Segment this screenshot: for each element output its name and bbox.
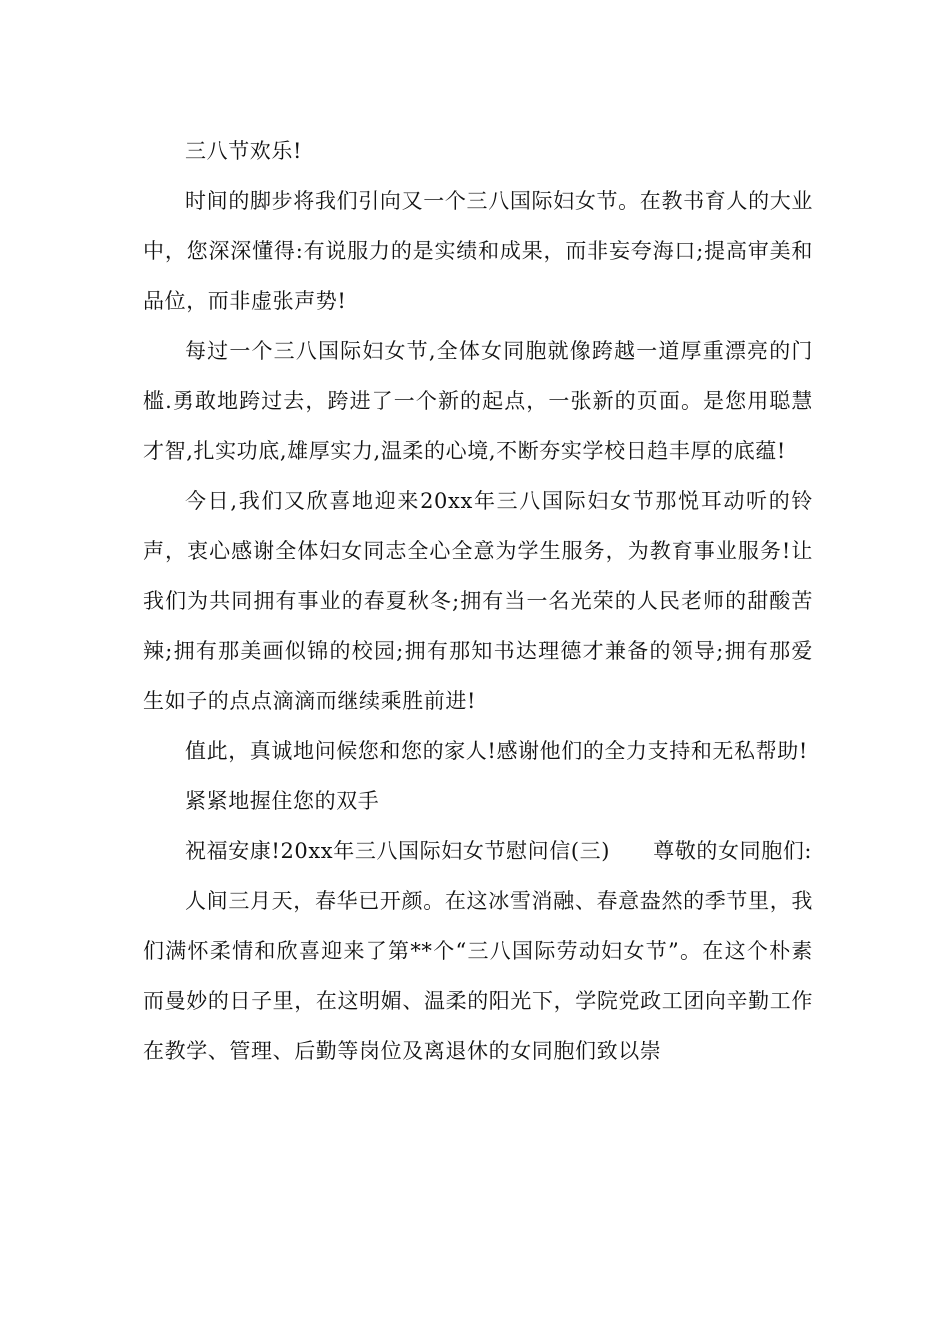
paragraph-blessing: 祝福安康!20xx年三八国际妇女节慰问信(三) 尊敬的女同胞们: bbox=[185, 839, 813, 863]
paragraph-today: 今日,我们又欣喜地迎来20xx年三八国际妇女节那悦耳动听的铃声，衷心感谢全体妇女同志全心全意为学生服务，为教育事业服务!让我们为共同拥有事业的春夏秋冬;拥有当一名光荣的人民老师的甜酸苦辣;拥有那美画似锦的校园;拥有那知书达理德才兼备的领导;拥有那爱生如子的点点滴滴而继续乘胜前进! bbox=[143, 489, 813, 713]
paragraph-spring: 人间三月天，春华已开颜。在这冰雪消融、春意盎然的季节里，我们满怀柔情和欣喜迎来了第**个“三八国际劳动妇女节”。在这个朴素而曼妙的日子里，在这明媚、温柔的阳光下，学院党政工团向辛勤工作在教学、管理、后勤等岗位及离退休的女同胞们致以崇 bbox=[143, 889, 813, 1063]
paragraph-handshake: 紧紧地握住您的双手 bbox=[185, 789, 380, 813]
paragraph-regards: 值此，真诚地问候您和您的家人!感谢他们的全力支持和无私帮助! bbox=[185, 739, 808, 763]
document-body bbox=[143, 126, 813, 1076]
paragraph-time: 时间的脚步将我们引向又一个三八国际妇女节。在教书育人的大业中，您深深懂得:有说服力的是实绩和成果，而非妄夸海口;提高审美和品位，而非虚张声势! bbox=[143, 189, 813, 313]
paragraph-threshold: 每过一个三八国际妇女节,全体女同胞就像跨越一道厚重漂亮的门槛.勇敢地跨过去，跨进了一个新的起点，一张新的页面。是您用聪慧才智,扎实功底,雄厚实力,温柔的心境,不断夯实学校日趋丰厚的底蕴! bbox=[143, 339, 813, 463]
paragraph-greeting: 三八节欢乐! bbox=[185, 139, 303, 163]
